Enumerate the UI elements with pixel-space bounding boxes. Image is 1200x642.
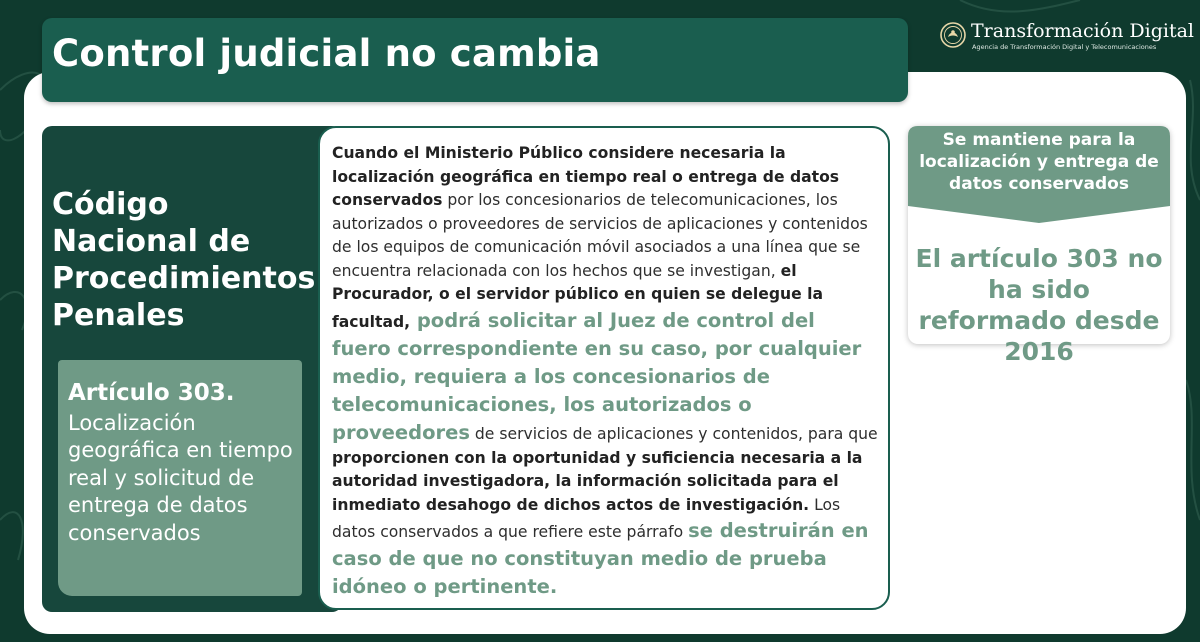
- text-bold-1: Cuando el Ministerio Público considere necesaria la localización geográfica en tiempo real o entrega de datos conservados: [332, 144, 840, 209]
- text-regular-3: Los datos conservados a que refiere este párrafo: [332, 495, 841, 541]
- page-title: Control judicial no cambia: [52, 32, 601, 75]
- status-label: Se mantiene para la localización y entrega de datos conservados: [919, 130, 1159, 194]
- brand-subtitle: Agencia de Transformación Digital y Telecomunicaciones: [972, 43, 1157, 51]
- brand-logo: [940, 18, 1194, 58]
- text-regular-2: de servicios de aplicaciones y contenidos, para que: [469, 424, 878, 443]
- eagle-emblem-icon: [940, 22, 966, 48]
- status-statement: El artículo 303 no ha sido reformado desde 2016: [915, 244, 1163, 366]
- text-bold-3: proporcionen con la oportunidad y suficiencia necesaria a la autoridad investigadora, la información solicitada para el inmediato desahogo de dichos actos de investigación.: [332, 448, 863, 514]
- text-regular-1: por los concesionarios de telecomunicaciones, los autorizados o proveedores de servicios de aplicaciones y contenidos de los equipos de comunicación móvil asociados a una línea que se encuentra relacionada con los hechos que se investigan,: [332, 191, 868, 280]
- code-title: Código Nacional de Procedimientos Penales: [52, 187, 316, 333]
- article-number: Artículo 303.: [68, 380, 235, 406]
- text-bold-2: el Procurador, o el servidor público en quien se delegue la facultad,: [332, 261, 823, 331]
- article-text: [332, 142, 880, 601]
- text-highlight-2: se destruirán en caso de que no constituyan medio de prueba idóneo o pertinente.: [332, 519, 869, 598]
- text-highlight-1: podrá solicitar al Juez de control del fuero correspondiente en su caso, por cualquier medio, requiera a los concesionarios de telecomunicaciones, los autorizados o proveedores: [332, 308, 862, 444]
- brand-name: Transformación Digital: [971, 20, 1194, 42]
- article-description: Localización geográfica en tiempo real y solicitud de entrega de datos conservados: [68, 411, 293, 545]
